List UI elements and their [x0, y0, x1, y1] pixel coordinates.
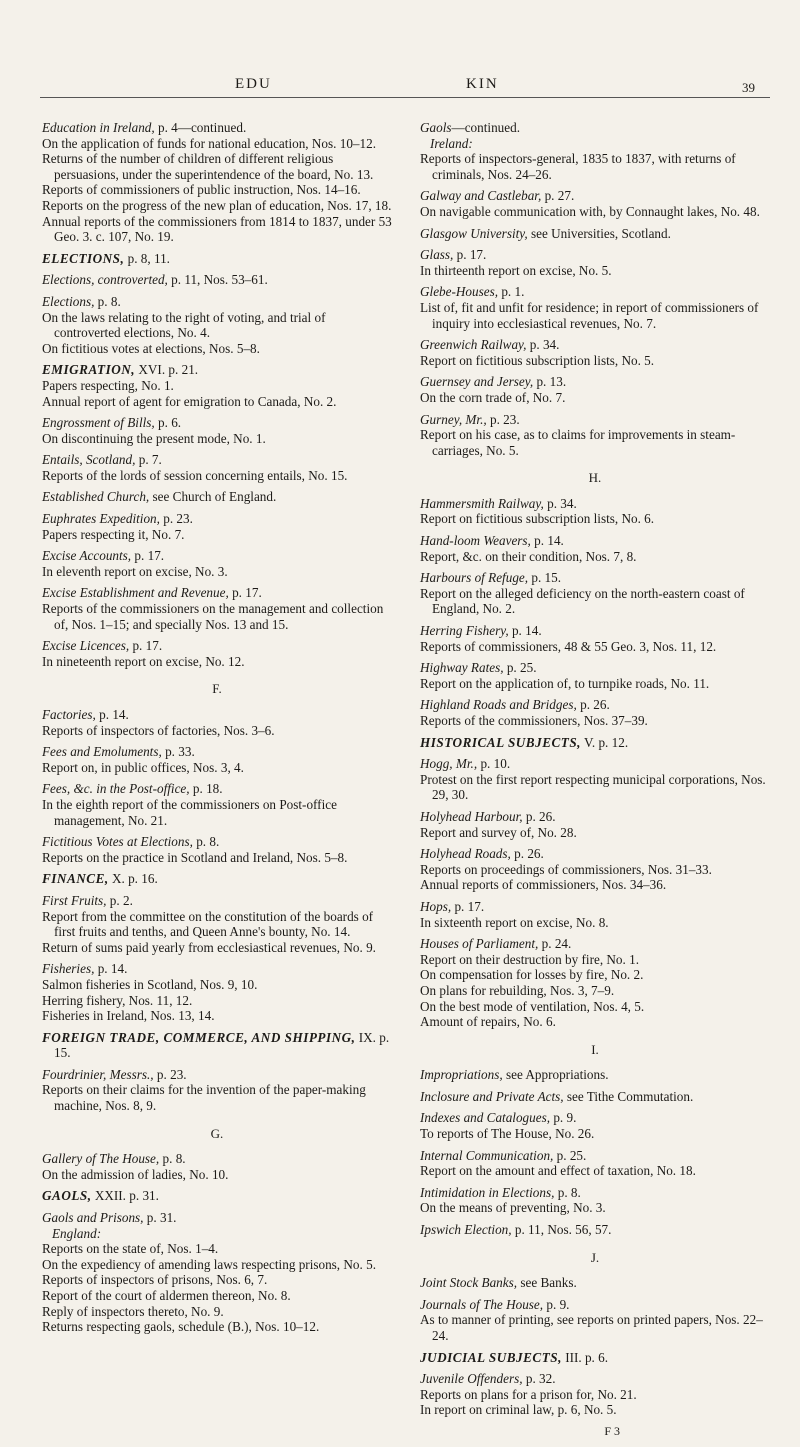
right-column — [420, 120, 770, 1440]
entry-reference: p. 14. — [530, 533, 564, 549]
index-entry — [42, 489, 392, 505]
entry-title: Gaols — [420, 120, 452, 135]
index-entry — [42, 120, 392, 245]
entry-line: On the best mode of ventilation, Nos. 4, 5. — [420, 998, 645, 1014]
entry-heading — [420, 533, 770, 549]
entry-reference: p. 14. — [94, 961, 128, 977]
entry-line: Reports on their claims for the invention of the paper-making machine, Nos. 8, 9. — [42, 1082, 366, 1114]
entry-reference: p. 34. — [543, 495, 577, 511]
index-entry — [420, 756, 770, 803]
entry-reference: p. 14. — [95, 707, 129, 722]
entry-title: Glass, — [420, 247, 454, 263]
entry-line: On the corn trade of, No. 7. — [420, 389, 566, 405]
index-entry — [420, 899, 770, 930]
entry-line: Report on the amount and effect of taxation, No. 18. — [420, 1163, 696, 1179]
entry-reference: p. 31. — [143, 1210, 177, 1226]
index-entry — [420, 247, 770, 278]
entry-line: In thirteenth report on excise, No. 5. — [420, 262, 612, 278]
entry-heading — [420, 1371, 770, 1387]
entry-line: Reports of inspectors of factories, Nos. 3–6. — [42, 722, 275, 738]
entry-heading — [420, 226, 770, 242]
entry-line: Annual reports of the commissioners from 1814 to 1837, under 53 Geo. 3. c. 107, No. 19. — [42, 213, 392, 245]
entry-reference: p. 11, Nos. 53–61. — [167, 272, 268, 288]
entry-title: Juvenile Offenders, — [420, 1371, 523, 1387]
entry-heading — [420, 899, 770, 915]
entry-heading — [42, 1030, 392, 1061]
entry-reference: p. 18. — [189, 781, 223, 797]
entry-title: Holyhead Roads, — [420, 846, 511, 862]
entry-subheading: Ireland: — [430, 135, 473, 151]
entry-title: Fisheries, — [42, 961, 95, 977]
entry-reference: see Universities, Scotland. — [527, 225, 671, 241]
entry-line: Report and survey of, No. 28. — [420, 824, 577, 840]
section-letter: G. — [210, 1125, 224, 1141]
entry-line: Report on fictitious subscription lists, No. 5. — [420, 352, 655, 368]
entry-title: Gaols and Prisons, — [42, 1210, 144, 1226]
index-entry — [42, 961, 392, 1023]
index-entry — [42, 548, 392, 579]
entry-heading — [42, 707, 392, 723]
entry-heading — [42, 1188, 392, 1204]
index-entry — [420, 188, 770, 219]
entry-reference: IX. p. 15. — [54, 1029, 390, 1061]
entry-reference: p. 23. — [159, 511, 193, 527]
entry-heading — [42, 120, 392, 136]
entry-line: In eleventh report on excise, No. 3. — [42, 563, 228, 579]
entry-heading — [420, 1350, 770, 1366]
entry-line: Reports of the commissioners on the management and collection of, Nos. 1–15; and specially Nos. 13 and 15. — [42, 601, 384, 632]
entry-heading — [420, 188, 770, 204]
entry-title: Holyhead Harbour, — [420, 808, 523, 824]
entry-heading — [420, 1148, 770, 1164]
entry-title: Hammersmith Railway, — [420, 495, 544, 511]
entry-line: In nineteenth report on excise, No. 12. — [42, 653, 245, 669]
entry-title: Fourdrinier, Messrs., — [42, 1066, 154, 1082]
index-entry — [420, 374, 770, 405]
entry-line: Report on the application of, to turnpike roads, No. 11. — [420, 675, 710, 691]
entry-reference: p. 17. — [453, 247, 487, 263]
entry-title: First Fruits, — [42, 892, 107, 908]
entry-reference: —continued. — [451, 120, 521, 135]
entry-line: On the expediency of amending laws respecting prisons, No. 5. — [42, 1256, 377, 1272]
entry-title: Greenwich Railway, — [420, 337, 527, 353]
entry-line: Reports of commissioners of public instruction, Nos. 14–16. — [42, 182, 361, 198]
index-entry — [420, 1148, 770, 1179]
entry-title: Entails, Scotland, — [42, 452, 136, 468]
entry-line: On the application of funds for national education, Nos. 10–12. — [42, 135, 377, 151]
entry-reference: p. 9. — [550, 1110, 577, 1126]
entry-reference: p. 17. — [129, 638, 163, 654]
entry-title: Joint Stock Banks, — [420, 1275, 518, 1291]
index-entry — [42, 1210, 392, 1335]
entry-title: Gurney, Mr., — [420, 411, 487, 427]
entry-line: Report on their destruction by fire, No. 1. — [420, 951, 640, 967]
entry-line: To reports of The House, No. 26. — [420, 1126, 595, 1142]
entry-title: Euphrates Expedition, — [42, 511, 160, 527]
index-entry — [420, 936, 770, 1030]
index-entry — [420, 1371, 770, 1418]
index-entry — [42, 1067, 392, 1114]
entry-heading — [42, 415, 392, 431]
index-entry — [420, 226, 770, 242]
entry-heading — [42, 548, 392, 564]
entry-line: Returns respecting gaols, schedule (B.), Nos. 10–12. — [42, 1319, 320, 1335]
entry-heading — [42, 489, 392, 505]
index-entry — [42, 744, 392, 775]
index-entry — [420, 697, 770, 728]
entry-line: Report on, in public offices, Nos. 3, 4. — [42, 759, 244, 775]
entry-heading — [42, 638, 392, 654]
index-entry — [42, 781, 392, 828]
entry-line: In report on criminal law, p. 6, No. 5. — [420, 1402, 617, 1418]
entry-heading — [420, 809, 770, 825]
index-entry — [420, 1297, 770, 1344]
entry-title: Highway Rates, — [420, 660, 504, 676]
entry-heading — [42, 834, 392, 850]
index-entry — [42, 893, 392, 955]
entry-reference: p. 26. — [510, 846, 544, 862]
index-entry — [420, 284, 770, 331]
entry-line: Report from the committee on the constitution of the boards of first fruits and tenths, and Queen Anne's bounty, No. 14. — [42, 908, 374, 940]
entry-heading — [42, 362, 392, 378]
entry-heading — [420, 284, 770, 300]
entry-heading — [420, 247, 770, 263]
entry-title: Ipswich Election, — [420, 1222, 512, 1238]
entry-line: Protest on the first report respecting municipal corporations, Nos. 29, 30. — [420, 771, 766, 803]
entry-title: Hops, — [420, 898, 452, 914]
entry-subheading: England: — [52, 1225, 102, 1241]
entry-heading — [420, 1222, 770, 1238]
index-entry — [42, 707, 392, 738]
entry-line: On compensation for losses by fire, No. 2. — [420, 967, 644, 983]
entry-heading — [420, 1185, 770, 1201]
entry-title: Elections, — [42, 293, 95, 309]
entry-title: Harbours of Refuge, — [420, 570, 529, 586]
index-entry — [42, 415, 392, 446]
entry-title: Houses of Parliament, — [420, 936, 539, 952]
entry-line: On the admission of ladies, No. 10. — [42, 1166, 229, 1182]
entry-reference: p. 24. — [538, 936, 572, 952]
entry-reference: p. 17. — [131, 548, 165, 564]
entry-reference: see Appropriations. — [502, 1067, 609, 1083]
entry-heading — [420, 735, 770, 751]
index-entry — [420, 1185, 770, 1216]
entry-line: Reports of the commissioners, Nos. 37–39. — [420, 713, 648, 728]
entry-heading — [420, 1297, 770, 1313]
section-letter: J. — [590, 1249, 600, 1265]
entry-reference: X. p. 16. — [108, 871, 158, 887]
entry-line: Reply of inspectors thereto, No. 9. — [42, 1303, 224, 1319]
entry-reference: p. 8. — [192, 834, 220, 850]
entry-heading — [420, 570, 770, 586]
entry-line: Fisheries in Ireland, Nos. 13, 14. — [42, 1008, 215, 1024]
entry-reference: p. 10. — [477, 756, 511, 772]
section-letter: F. — [212, 681, 222, 697]
entry-line: Reports of inspectors-general, 1835 to 1837, with returns of criminals, Nos. 24–26. — [420, 151, 736, 182]
index-entry — [42, 362, 392, 409]
entry-reference: p. 23. — [153, 1066, 187, 1082]
entry-reference: p. 15. — [528, 570, 562, 586]
entry-reference: p. 4—continued. — [154, 120, 247, 135]
index-entry — [420, 623, 770, 654]
entry-line: Reports on proceedings of commissioners, Nos. 31–33. — [420, 861, 712, 877]
entry-line: In the eighth report of the commissioners on Post-office management, No. 21. — [42, 796, 337, 828]
entry-heading — [42, 961, 392, 977]
entry-reference: p. 1. — [498, 284, 525, 300]
entry-title: Intimidation in Elections, — [420, 1184, 555, 1200]
index-entry — [420, 412, 770, 459]
entry-heading — [420, 1067, 770, 1083]
entry-reference: p. 25. — [503, 660, 537, 676]
index-entry — [42, 1188, 392, 1204]
entry-line: On the laws relating to the right of voting, and trial of controverted elections, No. 4. — [42, 309, 326, 341]
entry-title: Established Church, — [42, 489, 150, 505]
entry-heading — [42, 294, 392, 310]
index-entry — [42, 834, 392, 865]
entry-line: Annual report of agent for emigration to Canada, No. 2. — [42, 393, 337, 409]
entry-reference: XXII. p. 31. — [91, 1188, 159, 1204]
index-entry — [42, 272, 392, 288]
entry-reference: see Tithe Commutation. — [563, 1088, 694, 1104]
entry-heading — [42, 452, 392, 468]
entry-heading — [420, 412, 770, 428]
entry-title: Highland Roads and Bridges, — [420, 697, 577, 713]
entry-heading — [420, 756, 770, 772]
entry-title: Excise Licences, — [42, 638, 130, 654]
index-entry — [42, 1030, 392, 1061]
entry-heading — [420, 337, 770, 353]
entry-line: Reports on plans for a prison for, No. 21. — [420, 1386, 637, 1402]
entry-title: Elections, controverted, — [42, 272, 168, 288]
entry-title: Herring Fishery, — [420, 623, 509, 639]
page-number: 39 — [742, 80, 755, 95]
entry-reference: p. 27. — [541, 188, 575, 204]
entry-reference: p. 17. — [451, 898, 485, 914]
entry-title: Engrossment of Bills, — [42, 415, 155, 431]
entry-title: Galway and Castlebar, — [420, 188, 542, 204]
entry-heading — [42, 272, 392, 288]
entry-reference: V. p. 12. — [580, 734, 629, 750]
entry-heading — [42, 871, 392, 887]
entry-line: Salmon fisheries in Scotland, Nos. 9, 10. — [42, 976, 258, 992]
index-entry — [420, 1222, 770, 1238]
entry-line: Annual reports of commissioners, Nos. 34–36. — [420, 877, 667, 893]
entry-line: Report, &c. on their condition, Nos. 7, 8. — [420, 548, 637, 564]
index-entry — [420, 570, 770, 617]
index-entry — [42, 638, 392, 669]
entry-title: ELECTIONS, — [42, 250, 125, 266]
entry-title: Excise Establishment and Revenue, — [42, 585, 229, 601]
entry-line: Papers respecting it, No. 7. — [42, 526, 185, 542]
section-letter: H. — [588, 470, 602, 486]
entry-reference: p. 32. — [522, 1371, 556, 1387]
entry-reference: p. 13. — [533, 374, 567, 390]
entry-line: Papers respecting, No. 1. — [42, 377, 174, 393]
left-column — [42, 120, 392, 1341]
entry-heading — [420, 496, 770, 512]
index-entry — [420, 496, 770, 527]
entry-heading — [420, 660, 770, 676]
entry-title: Indexes and Catalogues, — [420, 1110, 551, 1126]
index-entry — [420, 735, 770, 751]
entry-line: Amount of repairs, No. 6. — [420, 1014, 556, 1030]
entry-reference: p. 8. — [94, 293, 121, 309]
index-entry — [420, 1110, 770, 1141]
entry-title: Guernsey and Jersey, — [420, 374, 534, 390]
entry-title: Gallery of The House, — [42, 1151, 160, 1167]
entry-line: Returns of the number of children of different religious persuasions, under the superintendence of the board, No. 13. — [42, 151, 374, 182]
index-entry — [420, 846, 770, 893]
entry-reference: p. 7. — [135, 452, 162, 468]
entry-reference: p. 26. — [576, 697, 610, 713]
entry-line: Reports on the state of, Nos. 1–4. — [42, 1241, 219, 1257]
index-entry — [420, 337, 770, 368]
entry-title: Fictitious Votes at Elections, — [42, 834, 193, 850]
entry-title: EMIGRATION, — [42, 362, 136, 378]
entry-reference: see Church of England. — [149, 489, 277, 505]
entry-heading — [42, 251, 392, 267]
entry-heading — [42, 1067, 392, 1083]
entry-line: On plans for rebuilding, Nos. 3, 7–9. — [420, 982, 615, 998]
entry-title: JUDICIAL SUBJECTS, — [420, 1349, 562, 1365]
entry-title: Glasgow University, — [420, 225, 528, 241]
entry-title: GAOLS, — [42, 1188, 92, 1204]
entry-reference: p. 25. — [553, 1147, 587, 1163]
index-entry — [42, 294, 392, 356]
entry-title: FINANCE, — [42, 871, 109, 887]
entry-line: In sixteenth report on excise, No. 8. — [420, 914, 609, 930]
entry-reference: p. 17. — [228, 585, 262, 601]
index-entry — [420, 1275, 770, 1291]
entry-heading — [42, 744, 392, 760]
index-entry — [420, 1089, 770, 1105]
entry-line: Report on fictitious subscription lists, No. 6. — [420, 511, 655, 527]
entry-reference: III. p. 6. — [561, 1349, 609, 1365]
entry-reference: p. 34. — [526, 337, 560, 353]
entry-line: On the means of preventing, No. 3. — [420, 1200, 606, 1216]
index-entry — [420, 120, 770, 182]
entry-heading — [42, 781, 392, 797]
entry-heading — [42, 585, 392, 601]
entry-line: As to manner of printing, see reports on printed papers, Nos. 22–24. — [420, 1312, 763, 1343]
entry-line: Return of sums paid yearly from ecclesiastical revenues, No. 9. — [42, 939, 376, 955]
entry-title: Factories, — [42, 707, 96, 722]
entry-title: Excise Accounts, — [42, 548, 132, 564]
entry-line: On discontinuing the present mode, No. 1. — [42, 430, 266, 446]
entry-reference: p. 8. — [159, 1151, 186, 1167]
entry-heading — [420, 120, 770, 136]
entry-reference: p. 9. — [543, 1296, 570, 1312]
section-letter: I. — [591, 1041, 599, 1057]
entry-title: Hogg, Mr., — [420, 756, 478, 772]
entry-title: Inclosure and Private Acts, — [420, 1088, 564, 1104]
index-entry — [420, 809, 770, 840]
entry-title: FOREIGN TRADE, COMMERCE, AND SHIPPING, — [42, 1029, 356, 1045]
entry-title: Journals of The House, — [420, 1296, 544, 1312]
entry-reference: p. 2. — [106, 892, 133, 908]
entry-line: On fictitious votes at elections, Nos. 5–8. — [42, 340, 260, 356]
entry-title: Impropriations, — [420, 1067, 503, 1083]
entry-line: Report of the court of aldermen thereon, No. 8. — [42, 1288, 291, 1303]
signature-mark: F 3 — [604, 1423, 620, 1438]
entry-heading — [420, 1275, 770, 1291]
entry-heading — [420, 374, 770, 390]
entry-reference: p. 23. — [486, 411, 520, 427]
entry-title: Fees and Emoluments, — [42, 744, 162, 760]
entry-title: Glebe-Houses, — [420, 284, 499, 300]
entry-title: HISTORICAL SUBJECTS, — [420, 734, 581, 750]
entry-heading — [42, 1151, 392, 1167]
index-entry — [42, 251, 392, 267]
entry-reference: p. 26. — [522, 808, 556, 824]
entry-title: Fees, &c. in the Post-office, — [42, 781, 190, 797]
entry-line: Herring fishery, Nos. 11, 12. — [42, 992, 193, 1008]
entry-heading — [42, 893, 392, 909]
entry-heading — [42, 511, 392, 527]
header-left-word: EDU — [235, 76, 272, 92]
entry-heading — [42, 1210, 392, 1226]
entry-line: List of, fit and unfit for residence; in report of commissioners of inquiry into ecclesiastical revenues, No. 7. — [420, 299, 759, 331]
index-entry — [420, 660, 770, 691]
entry-line: Reports of the lords of session concerning entails, No. 15. — [42, 467, 348, 483]
entry-reference: p. 33. — [161, 744, 195, 760]
entry-title: Education in Ireland, — [42, 120, 155, 135]
entry-title: Hand-loom Weavers, — [420, 533, 531, 549]
entry-reference: p. 11, Nos. 56, 57. — [511, 1222, 612, 1238]
entry-line: Reports of inspectors of prisons, Nos. 6, 7. — [42, 1272, 268, 1288]
entry-reference: p. 8. — [554, 1184, 581, 1200]
entry-title: Internal Communication, — [420, 1147, 554, 1163]
entry-line: Report on his case, as to claims for improvements in steam-carriages, No. 5. — [420, 427, 736, 458]
index-entry — [42, 871, 392, 887]
entry-reference: see Banks. — [517, 1275, 577, 1291]
entry-heading — [420, 1110, 770, 1126]
index-entry — [420, 1067, 770, 1083]
index-entry — [420, 533, 770, 564]
entry-reference: p. 8, 11. — [124, 250, 170, 266]
index-entry — [420, 1350, 770, 1366]
index-entry — [42, 511, 392, 542]
entry-heading — [420, 697, 770, 713]
entry-line: Reports on the progress of the new plan of education, Nos. 17, 18. — [42, 197, 392, 213]
entry-line: Reports of commissioners, 48 & 55 Geo. 3, Nos. 11, 12. — [420, 638, 717, 654]
entry-reference: p. 14. — [508, 623, 542, 639]
entry-line: On navigable communication with, by Connaught lakes, No. 48. — [420, 203, 760, 219]
header-right-word: KIN — [466, 76, 499, 92]
index-entry — [42, 585, 392, 632]
entry-reference: p. 6. — [154, 415, 182, 431]
entry-heading — [420, 1089, 770, 1105]
entry-line: Reports on the practice in Scotland and Ireland, Nos. 5–8. — [42, 849, 348, 865]
entry-heading — [420, 846, 770, 862]
index-entry — [42, 452, 392, 483]
entry-heading — [420, 936, 770, 952]
entry-reference: XVI. p. 21. — [135, 362, 199, 378]
entry-line: Report on the alleged deficiency on the north-eastern coast of England, No. 2. — [420, 585, 745, 617]
entry-heading — [420, 623, 770, 639]
index-entry — [42, 1151, 392, 1182]
header-rule — [40, 97, 770, 98]
